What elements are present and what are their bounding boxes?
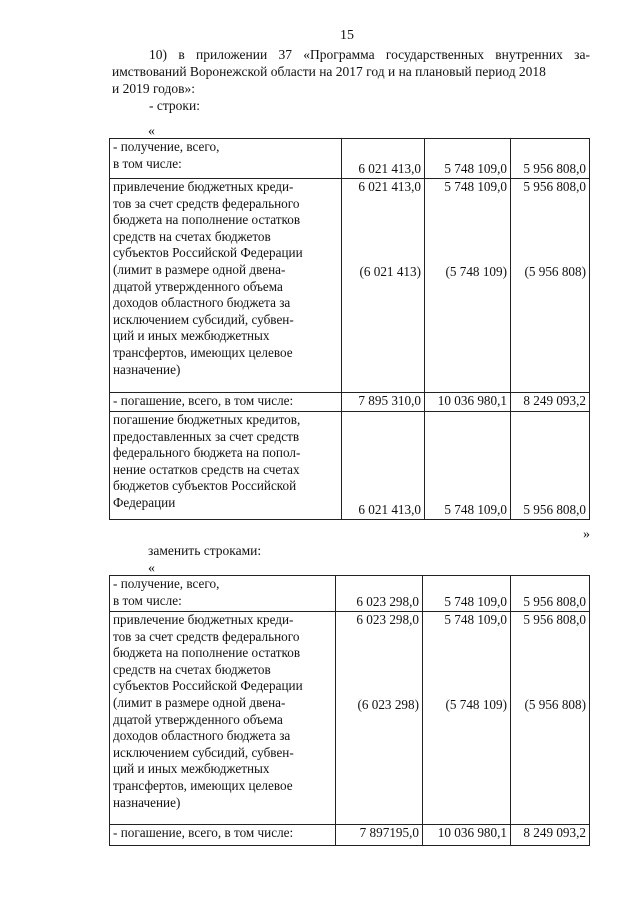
row-label: привлечение бюджетных креди- тов за счет средств федерального бюджета на пополнение остатков средств на счетах бюджетов субъектов Российской Федерации (лимит в размере одной двена- дцатой утвержденного объема доходов областного бюджета за исключением субсидий, субвен- ций и иных межбюджетных трансфертов, имеющих целевое назначение)	[110, 612, 336, 825]
cell-value: 7 895 310,0	[342, 393, 425, 412]
cell-value: 5 748 109,0	[425, 412, 511, 520]
table-row	[110, 179, 590, 393]
row-label: - погашение, всего, в том числе:	[110, 393, 342, 412]
intro-line-1: 10) в приложении 37 «Программа государственных внутренних за-	[149, 47, 590, 62]
table-old	[109, 138, 590, 520]
page-number: 15	[340, 28, 354, 43]
cell-value: 5 956 808,0 (5 956 808)	[511, 612, 590, 825]
cell-value: 5 748 109,0 (5 748 109)	[425, 179, 511, 393]
table-row	[110, 412, 590, 520]
close-quote: »	[583, 527, 590, 542]
cell-value: 6 023 298,0 (6 023 298)	[336, 612, 423, 825]
cell-value: 6 021 413,0	[342, 412, 425, 520]
cell-value: 5 956 808,0	[511, 412, 590, 520]
cell-value: 10 036 980,1	[423, 825, 511, 846]
cell-value: 8 249 093,2	[511, 825, 590, 846]
cell-value: 5 748 109,0	[423, 576, 511, 612]
row-label: погашение бюджетных кредитов, предоставленных за счет средств федерального бюджета на попол- нение остатков средств на счетах бюджетов субъектов Российской Федерации	[110, 412, 342, 520]
table-row	[110, 139, 590, 179]
cell-value: 8 249 093,2	[511, 393, 590, 412]
table-row	[110, 612, 590, 825]
cell-value: 5 748 109,0 (5 748 109)	[423, 612, 511, 825]
row-label: - получение, всего, в том числе:	[110, 139, 342, 179]
cell-value: 6 021 413,0	[342, 139, 425, 179]
open-quote-2: «	[148, 561, 155, 576]
intro-paragraph	[112, 46, 590, 114]
cell-value: 5 956 808,0	[511, 139, 590, 179]
row-label: - получение, всего, в том числе:	[110, 576, 336, 612]
table-new	[109, 575, 590, 846]
cell-value: 10 036 980,1	[425, 393, 511, 412]
cell-value: 6 023 298,0	[336, 576, 423, 612]
cell-value: 7 897195,0	[336, 825, 423, 846]
replace-text: заменить строками:	[148, 543, 262, 558]
cell-value: 6 021 413,0 (6 021 413)	[342, 179, 425, 393]
intro-line-2: имствований Воронежской области на 2017 год и на плановый период 2018	[112, 64, 546, 79]
table-row	[110, 825, 590, 846]
row-label: привлечение бюджетных креди- тов за счет средств федерального бюджета на пополнение остатков средств на счетах бюджетов субъектов Российской Федерации (лимит в размере одной двена- дцатой утвержденного объема доходов областного бюджета за исключением субсидий, субвен- ций и иных межбюджетных трансфертов, имеющих целевое назначение)	[110, 179, 342, 393]
open-quote-1: «	[148, 124, 155, 139]
intro-line-4: - строки:	[149, 98, 200, 113]
cell-value: 5 956 808,0	[511, 576, 590, 612]
intro-line-3: и 2019 годов»:	[112, 81, 196, 96]
table-row	[110, 576, 590, 612]
cell-value: 5 956 808,0 (5 956 808)	[511, 179, 590, 393]
row-label: - погашение, всего, в том числе:	[110, 825, 336, 846]
table-row	[110, 393, 590, 412]
cell-value: 5 748 109,0	[425, 139, 511, 179]
